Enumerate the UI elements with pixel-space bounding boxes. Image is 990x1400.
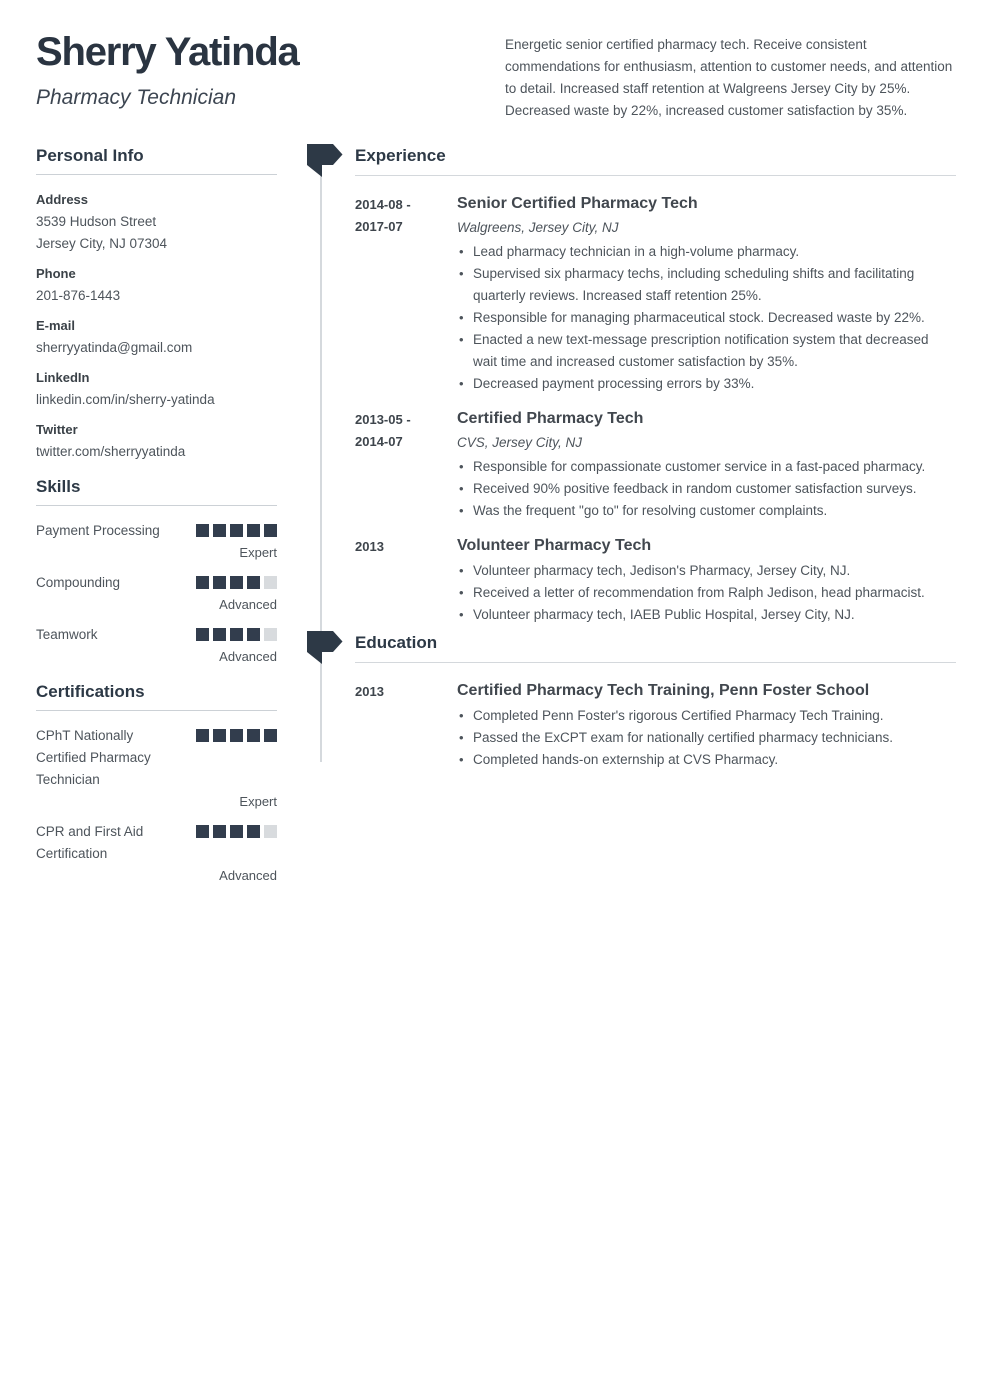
certifications-section <box>36 682 277 887</box>
certification-name: CPR and First Aid Certification <box>36 824 144 861</box>
entry-bullets <box>457 456 956 522</box>
address-line-2: Jersey City, NJ 07304 <box>36 236 168 251</box>
experience-entry <box>355 536 956 626</box>
certification-item <box>36 725 277 813</box>
bullet-item: • Lead pharmacy technician in a high-volume pharmacy. <box>457 241 956 263</box>
bullet-item: • Completed hands-on externship at CVS Pharmacy. <box>457 749 956 771</box>
rating-square-filled <box>230 825 243 838</box>
certifications-heading: Certifications <box>36 682 277 711</box>
bullet-item: • Passed the ExCPT exam for nationally certified pharmacy technicians. <box>457 727 956 749</box>
rating-square-filled <box>247 628 260 641</box>
entry-degree-title: Certified Pharmacy Tech Training, Penn Foster School <box>457 682 870 699</box>
rating-square-filled <box>230 628 243 641</box>
twitter-value: twitter.com/sherryyatinda <box>36 444 186 459</box>
entry-job-title: Volunteer Pharmacy Tech <box>457 537 652 554</box>
rating-square-filled <box>264 729 277 742</box>
bullet-item: • Responsible for compassionate customer service in a fast-paced pharmacy. <box>457 456 956 478</box>
person-name: Sherry Yatinda <box>36 30 299 74</box>
rating-square-empty <box>264 628 277 641</box>
experience-section <box>355 146 956 626</box>
phone-label: Phone <box>36 266 76 281</box>
address-line-1: 3539 Hudson Street <box>36 214 157 229</box>
rating-square-filled <box>196 729 209 742</box>
certification-name: CPhT Nationally Certified Pharmacy Technician <box>36 728 151 787</box>
rating-square-filled <box>196 628 209 641</box>
email-field <box>36 315 277 359</box>
sidebar <box>36 146 277 895</box>
entry-dates: 2014-08 - 2017-07 <box>355 197 411 234</box>
address-label: Address <box>36 192 89 207</box>
education-heading-label: Education <box>355 633 438 652</box>
entry-dates: 2013 <box>355 539 384 554</box>
skill-level-label: Advanced <box>219 597 277 612</box>
rating-square-filled <box>247 825 260 838</box>
rating-square-filled <box>247 729 260 742</box>
bullet-item: • Was the frequent "go to" for resolving customer complaints. <box>457 500 956 522</box>
bullet-item: • Decreased payment processing errors by 33%. <box>457 373 956 395</box>
rating-square-filled <box>247 524 260 537</box>
skill-name: Compounding <box>36 575 121 590</box>
rating-square-filled <box>213 628 226 641</box>
certification-level-label: Advanced <box>219 868 277 883</box>
linkedin-value: linkedin.com/in/sherry-yatinda <box>36 392 215 407</box>
rating-square-filled <box>196 825 209 838</box>
entry-bullets <box>457 241 956 395</box>
person-job-title: Pharmacy Technician <box>36 86 236 109</box>
entry-bullets <box>457 705 956 771</box>
entry-company: CVS, Jersey City, NJ <box>457 435 583 450</box>
rating-square-filled <box>230 524 243 537</box>
certification-rating-squares <box>196 821 277 838</box>
rating-square-filled <box>213 729 226 742</box>
rating-square-empty <box>264 825 277 838</box>
experience-heading <box>355 146 956 176</box>
experience-entry <box>355 194 956 395</box>
bullet-item: • Volunteer pharmacy tech, Jedison's Pharmacy, Jersey City, NJ. <box>457 560 956 582</box>
bullet-item: • Volunteer pharmacy tech, IAEB Public Hospital, Jersey City, NJ. <box>457 604 956 626</box>
education-section <box>355 633 956 771</box>
rating-square-filled <box>264 524 277 537</box>
entry-company: Walgreens, Jersey City, NJ <box>457 220 619 235</box>
bullet-item: • Supervised six pharmacy techs, including scheduling shifts and facilitating quarterly reviews. Increased staff retention 25%. <box>457 263 956 307</box>
entry-dates: 2013-05 - 2014-07 <box>355 412 411 449</box>
bullet-item: • Enacted a new text-message prescription notification system that decreased wait time and increased customer satisfaction by 35%. <box>457 329 956 373</box>
bullet-item: • Received 90% positive feedback in random customer satisfaction surveys. <box>457 478 956 500</box>
experience-entry <box>355 409 956 522</box>
rating-square-filled <box>213 825 226 838</box>
entry-dates: 2013 <box>355 684 384 699</box>
skills-heading: Skills <box>36 477 277 506</box>
skill-rating-squares <box>196 520 277 537</box>
skill-item <box>36 520 277 564</box>
skill-level-label: Advanced <box>219 649 277 664</box>
certification-rating-squares <box>196 725 277 742</box>
rating-square-filled <box>230 729 243 742</box>
ribbon-flag-icon <box>307 144 343 177</box>
skill-item <box>36 624 277 668</box>
rating-square-filled <box>196 524 209 537</box>
experience-heading-label: Experience <box>355 146 446 165</box>
address-field <box>36 189 277 255</box>
skill-rating-squares <box>196 572 277 589</box>
bullet-item: • Received a letter of recommendation from Ralph Jedison, head pharmacist. <box>457 582 956 604</box>
personal-info-section <box>36 146 277 463</box>
skills-section <box>36 477 277 668</box>
rating-square-filled <box>230 576 243 589</box>
email-value: sherryyatinda@gmail.com <box>36 340 193 355</box>
timeline-divider-line <box>320 150 322 762</box>
certification-level-label: Expert <box>239 794 277 809</box>
rating-square-filled <box>213 576 226 589</box>
linkedin-field <box>36 367 277 411</box>
skill-level-label: Expert <box>239 545 277 560</box>
entry-bullets <box>457 560 956 626</box>
certification-item <box>36 821 277 887</box>
phone-value: 201-876-1443 <box>36 288 121 303</box>
personal-info-heading: Personal Info <box>36 146 277 175</box>
bullet-item: • Completed Penn Foster's rigorous Certified Pharmacy Tech Training. <box>457 705 956 727</box>
linkedin-label: LinkedIn <box>36 370 90 385</box>
twitter-field <box>36 419 277 463</box>
skill-rating-squares <box>196 624 277 641</box>
ribbon-flag-icon <box>307 631 343 664</box>
email-label: E-mail <box>36 318 76 333</box>
skill-name: Payment Processing <box>36 523 160 538</box>
twitter-label: Twitter <box>36 422 78 437</box>
profile-summary: Energetic senior certified pharmacy tech. Receive consistent commendations for enthusiasm, attention to customer needs, and attention to detail. Increased staff retention at Walgreens Jersey City by 25%. Decreased waste by 22%, increased customer satisfaction by 35%. <box>505 37 953 118</box>
skill-name: Teamwork <box>36 627 98 642</box>
rating-square-filled <box>196 576 209 589</box>
phone-field <box>36 263 277 307</box>
education-entry <box>355 681 956 771</box>
skill-item <box>36 572 277 616</box>
entry-job-title: Senior Certified Pharmacy Tech <box>457 195 698 212</box>
education-heading <box>355 633 956 663</box>
rating-square-filled <box>213 524 226 537</box>
rating-square-filled <box>247 576 260 589</box>
rating-square-empty <box>264 576 277 589</box>
bullet-item: • Responsible for managing pharmaceutical stock. Decreased waste by 22%. <box>457 307 956 329</box>
main-column <box>355 146 956 785</box>
entry-job-title: Certified Pharmacy Tech <box>457 410 644 427</box>
